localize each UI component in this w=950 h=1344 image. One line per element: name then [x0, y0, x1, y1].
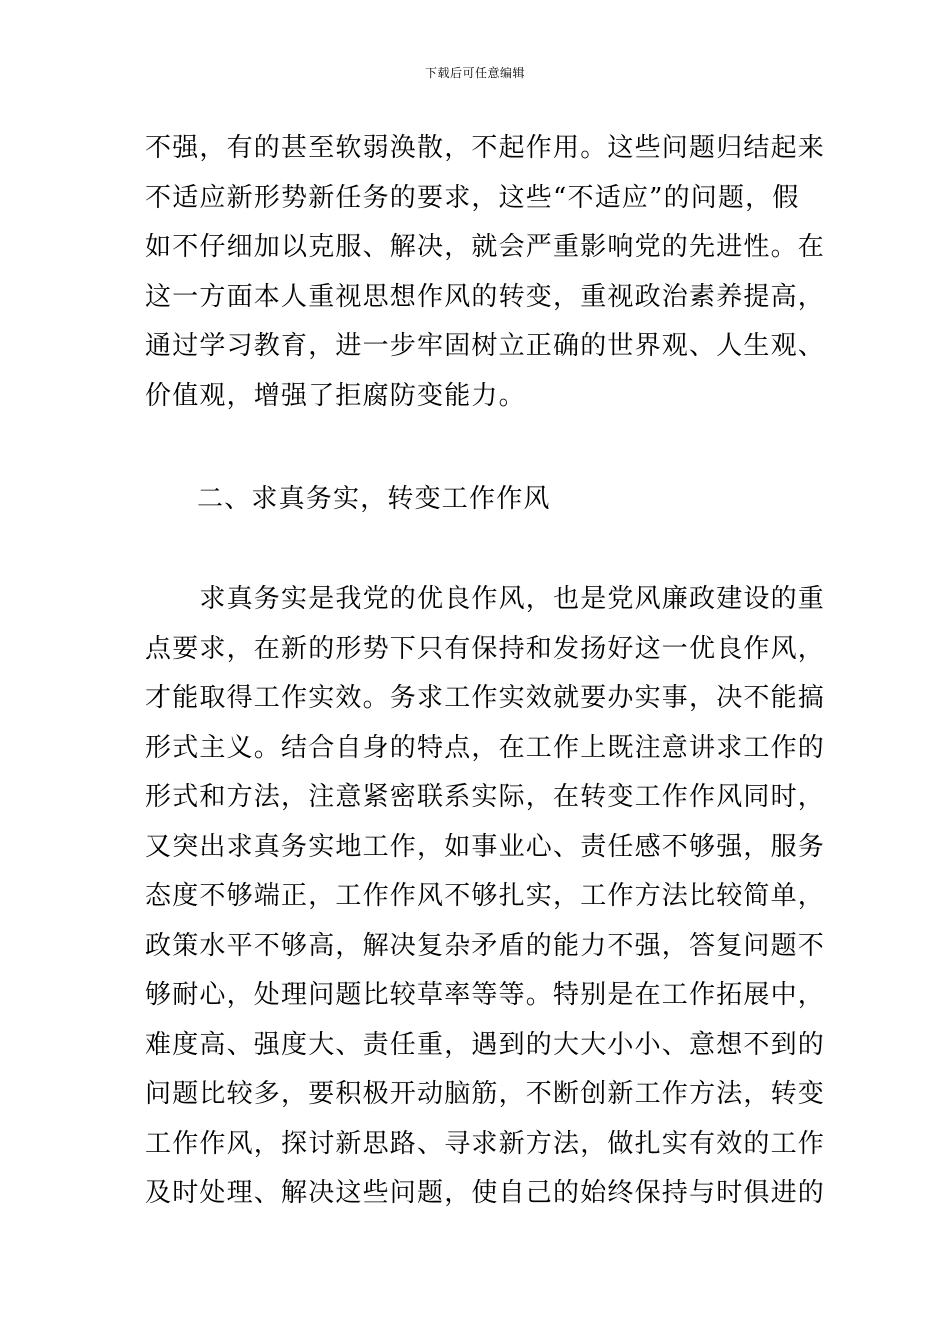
text-line: 这一方面本人重视思想作风的转变，重视政治素养提高， [145, 281, 826, 312]
text-line: 如不仔细加以克服、解决，就会严重影响党的先进性。在 [145, 232, 826, 262]
text-line: 又突出求真务实地工作，如事业心、责任感不够强，服务 [145, 831, 826, 862]
text-line: 通过学习教育，进一步牢固树立正确的世界观、人生观、 [145, 331, 826, 361]
paragraph-1 [145, 124, 826, 421]
text-line: 工作作风，探讨新思路、寻求新方法，做扎实有效的工作 [145, 1128, 826, 1159]
section-heading [197, 475, 797, 525]
text-line: 形式主义。结合自身的特点，在工作上既注意讲求工作的 [145, 732, 826, 763]
text-line: 求真务实是我党的优良作风，也是党风廉政建设的重 [145, 584, 826, 614]
text-line: 政策水平不够高，解决复杂矛盾的能力不强，答复问题不 [145, 930, 826, 961]
text-line: 态度不够端正，工作作风不够扎实，工作方法比较简单， [145, 881, 826, 911]
section-heading-text: 二、求真务实，转变工作作风 [197, 484, 551, 514]
text-line: 难度高、强度大、责任重，遇到的大大小小、意想不到的 [145, 1029, 826, 1060]
text-line: 形式和方法，注意紧密联系实际，在转变工作作风同时， [145, 782, 826, 812]
text-line: 不强，有的甚至软弱涣散，不起作用。这些问题归结起来 [145, 133, 826, 163]
text-line: 价值观，增强了拒腐防变能力。 [145, 380, 526, 411]
text-line: 点要求，在新的形势下只有保持和发扬好这一优良作风， [145, 633, 826, 664]
text-line: 及时处理、解决这些问题，使自己的始终保持与时俱进的 [145, 1178, 826, 1208]
text-line: 够耐心，处理问题比较草率等等。特别是在工作拓展中， [145, 980, 826, 1010]
page-header: 下载后可任意编辑 [424, 66, 525, 80]
paragraph-2 [145, 575, 826, 1219]
text-line: 问题比较多，要积极开动脑筋，不断创新工作方法，转变 [145, 1079, 826, 1109]
text-line: 才能取得工作实效。务求工作实效就要办实事，决不能搞 [145, 683, 826, 713]
text-line: 不适应新形势新任务的要求，这些“不适应”的问题，假 [145, 182, 800, 213]
